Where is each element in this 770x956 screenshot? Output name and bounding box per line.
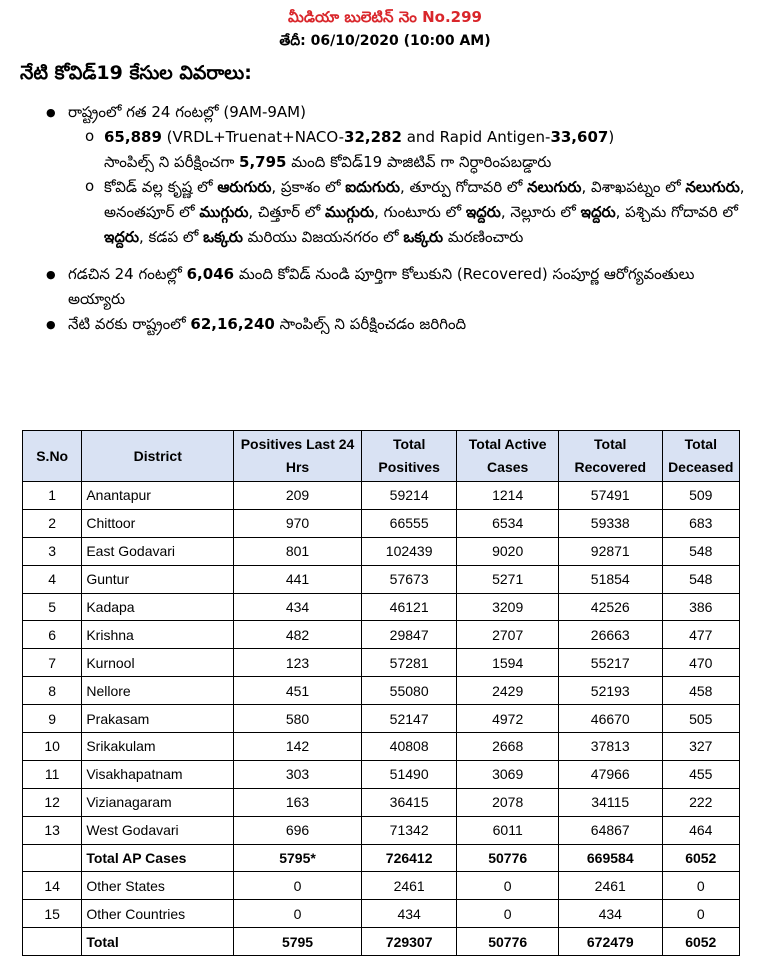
header-sno: S.No (23, 431, 82, 482)
cell-sno: 11 (23, 760, 82, 788)
cell-district: Visakhapatnam (82, 760, 234, 788)
cell-positives-24h: 209 (234, 482, 362, 510)
bulletin-date: తేదీ: 06/10/2020 (10:00 AM) (279, 33, 491, 49)
cell-active-cases: 50776 (457, 844, 559, 872)
cell-active-cases: 0 (457, 900, 559, 928)
death-text: కోవిడ్ వల్ల కృష్ణ లో (104, 178, 218, 196)
total-samples-count: 62,16,240 (190, 315, 275, 333)
cell-recovered: 37813 (558, 733, 662, 761)
death-text: , కడప లో (139, 228, 204, 246)
samples-count: 65,889 (104, 128, 162, 146)
cell-sno: 1 (23, 482, 82, 510)
cell-sno: 6 (23, 621, 82, 649)
cell-positives-24h: 801 (234, 537, 362, 565)
bullet-total-samples (30, 312, 750, 337)
page-heading: నేటి కోవిడ్19 కేసుల వివరాలు: (20, 62, 252, 84)
cell-recovered: 52193 (558, 677, 662, 705)
cell-total-positives: 40808 (361, 733, 457, 761)
table-row (23, 649, 740, 677)
cell-active-cases: 50776 (457, 928, 559, 956)
positives-text: మంది కోవిడ్19 పాజిటివ్ గా నిర్ధారింపబడ్డారు (286, 153, 552, 171)
table-total-row (23, 844, 740, 872)
table-row (23, 872, 740, 900)
cell-recovered: 92871 (558, 537, 662, 565)
sub-bullet-tests (30, 125, 750, 175)
death-text: మరియు విజయనగరం లో (242, 228, 404, 246)
cell-sno: 8 (23, 677, 82, 705)
cell-positives-24h: 0 (234, 900, 362, 928)
header-deceased: Total Deceased (662, 431, 739, 482)
cell-recovered: 64867 (558, 816, 662, 844)
cell-sno (23, 844, 82, 872)
cell-district: Other States (82, 872, 234, 900)
cell-deceased: 464 (662, 816, 739, 844)
cell-district: Nellore (82, 677, 234, 705)
cell-sno: 2 (23, 509, 82, 537)
cell-total-positives: 2461 (361, 872, 457, 900)
cell-positives-24h: 696 (234, 816, 362, 844)
cell-recovered: 47966 (558, 760, 662, 788)
death-text: , విశాఖపట్నం లో (581, 178, 686, 196)
death-text: , ప్రకాశం లో (271, 178, 346, 196)
cell-active-cases: 4972 (457, 705, 559, 733)
death-count: ఒక్కరు (403, 228, 444, 246)
table-row (23, 705, 740, 733)
cell-total-positives: 66555 (361, 509, 457, 537)
cell-recovered: 55217 (558, 649, 662, 677)
death-count: ముగ్గురు (199, 203, 249, 221)
cell-district: Kurnool (82, 649, 234, 677)
death-text: , తూర్పు గోదావరి లో (400, 178, 528, 196)
cell-positives-24h: 580 (234, 705, 362, 733)
death-count: ముగ్గురు (325, 203, 375, 221)
cell-total-positives: 59214 (361, 482, 457, 510)
cell-deceased: 6052 (662, 928, 739, 956)
cell-recovered: 434 (558, 900, 662, 928)
death-text: మరణించారు (443, 228, 524, 246)
cell-recovered: 51854 (558, 565, 662, 593)
cell-positives-24h: 5795* (234, 844, 362, 872)
table-header-row (23, 431, 740, 482)
cell-deceased: 505 (662, 705, 739, 733)
cell-district: Chittoor (82, 509, 234, 537)
death-count: ఆరుగురు (217, 178, 272, 196)
cell-deceased: 477 (662, 621, 739, 649)
table-row (23, 537, 740, 565)
table-row (23, 760, 740, 788)
header-active-cases: Total Active Cases (457, 431, 559, 482)
cell-sno: 3 (23, 537, 82, 565)
cell-sno: 15 (23, 900, 82, 928)
cell-sno: 4 (23, 565, 82, 593)
cell-positives-24h: 303 (234, 760, 362, 788)
cell-recovered: 26663 (558, 621, 662, 649)
cell-positives-24h: 451 (234, 677, 362, 705)
cell-deceased: 0 (662, 900, 739, 928)
table-row (23, 509, 740, 537)
cell-deceased: 470 (662, 649, 739, 677)
close-paren: ) (608, 128, 615, 146)
cell-district: West Godavari (82, 816, 234, 844)
cell-active-cases: 0 (457, 872, 559, 900)
tested-text: సాంపిల్స్ ని పరీక్షించగా (104, 153, 240, 171)
table-row (23, 565, 740, 593)
cell-district: Anantapur (82, 482, 234, 510)
cell-total-positives: 71342 (361, 816, 457, 844)
antigen-count: 33,607 (550, 128, 609, 146)
death-count: నలుగురు (527, 178, 582, 196)
cell-recovered: 669584 (558, 844, 662, 872)
recovered-post: మంది కోవిడ్ నుండి పూర్తిగా కోలుకుని (Recovered) సంపూర్ణ ఆరోగ్యవంతులు అయ్యారు (68, 265, 695, 308)
cell-deceased: 683 (662, 509, 739, 537)
cell-active-cases: 1214 (457, 482, 559, 510)
cell-recovered: 34115 (558, 788, 662, 816)
table-row (23, 621, 740, 649)
cell-district: Vizianagaram (82, 788, 234, 816)
cell-deceased: 455 (662, 760, 739, 788)
cell-positives-24h: 0 (234, 872, 362, 900)
bullet-recovered (30, 262, 750, 312)
cell-total-positives: 57673 (361, 565, 457, 593)
cell-deceased: 509 (662, 482, 739, 510)
cell-recovered: 2461 (558, 872, 662, 900)
bulletin-title: మీడియా బులెటిన్ నెం No.299 (288, 8, 482, 26)
cell-sno (23, 928, 82, 956)
table-row (23, 816, 740, 844)
cell-total-positives: 729307 (361, 928, 457, 956)
cell-district: Total (82, 928, 234, 956)
cell-district: Srikakulam (82, 733, 234, 761)
cell-total-positives: 102439 (361, 537, 457, 565)
antigen-label: and Rapid Antigen- (401, 128, 551, 146)
cell-total-positives: 36415 (361, 788, 457, 816)
vrdl-count: 32,282 (344, 128, 402, 146)
cell-district: Krishna (82, 621, 234, 649)
cell-positives-24h: 482 (234, 621, 362, 649)
cell-positives-24h: 434 (234, 593, 362, 621)
death-text: , గుంటూరు లో (374, 203, 466, 221)
cell-total-positives: 51490 (361, 760, 457, 788)
death-count: ఇద్దరు (104, 228, 140, 246)
table-row (23, 593, 740, 621)
cell-sno: 12 (23, 788, 82, 816)
cell-district: Other Countries (82, 900, 234, 928)
cell-recovered: 57491 (558, 482, 662, 510)
table-row (23, 788, 740, 816)
cell-sno: 5 (23, 593, 82, 621)
cell-deceased: 327 (662, 733, 739, 761)
sub-bullet-deaths (30, 175, 750, 250)
death-count: ఒక్కరు (203, 228, 243, 246)
cell-positives-24h: 163 (234, 788, 362, 816)
cell-total-positives: 52147 (361, 705, 457, 733)
cell-total-positives: 29847 (361, 621, 457, 649)
cell-positives-24h: 441 (234, 565, 362, 593)
cell-district: Total AP Cases (82, 844, 234, 872)
cell-district: Guntur (82, 565, 234, 593)
cell-active-cases: 2429 (457, 677, 559, 705)
cell-sno: 13 (23, 816, 82, 844)
cell-total-positives: 57281 (361, 649, 457, 677)
cell-active-cases: 1594 (457, 649, 559, 677)
death-count: ఇద్దరు (580, 203, 616, 221)
header-positives-24h: Positives Last 24 Hrs (234, 431, 362, 482)
cell-recovered: 42526 (558, 593, 662, 621)
bullet-24hrs-text: రాష్ట్రంలో గత 24 గంటల్లో (9AM-9AM) (68, 103, 306, 121)
table-row (23, 677, 740, 705)
summary-bullets (30, 100, 750, 337)
cell-active-cases: 2707 (457, 621, 559, 649)
cell-deceased: 548 (662, 565, 739, 593)
cell-recovered: 672479 (558, 928, 662, 956)
cell-deceased: 6052 (662, 844, 739, 872)
recovered-pre: గడచిన 24 గంటల్లో (68, 265, 187, 283)
cell-sno: 14 (23, 872, 82, 900)
cell-positives-24h: 970 (234, 509, 362, 537)
header-recovered: Total Recovered (558, 431, 662, 482)
district-table (22, 430, 740, 956)
cell-active-cases: 5271 (457, 565, 559, 593)
death-text: , చిత్తూర్ లో (248, 203, 325, 221)
cell-total-positives: 46121 (361, 593, 457, 621)
cell-district: East Godavari (82, 537, 234, 565)
death-count: ఇద్దరు (465, 203, 501, 221)
total-samples-pre: నేటి వరకు రాష్ట్రంలో (68, 315, 191, 333)
tests-breakdown: (VRDL+Truenat+NACO- (166, 128, 345, 146)
cell-sno: 7 (23, 649, 82, 677)
cell-positives-24h: 142 (234, 733, 362, 761)
cell-district: Prakasam (82, 705, 234, 733)
table-row (23, 900, 740, 928)
total-samples-post: సాంపిల్స్ ని పరీక్షించడం జరిగింది (274, 315, 467, 333)
cell-deceased: 548 (662, 537, 739, 565)
cell-recovered: 59338 (558, 509, 662, 537)
table-row (23, 733, 740, 761)
cell-total-positives: 726412 (361, 844, 457, 872)
death-count: ఐదుగురు (345, 178, 400, 196)
cell-total-positives: 55080 (361, 677, 457, 705)
positives-count: 5,795 (239, 153, 287, 171)
cell-sno: 10 (23, 733, 82, 761)
cell-total-positives: 434 (361, 900, 457, 928)
cell-active-cases: 3209 (457, 593, 559, 621)
cell-recovered: 46670 (558, 705, 662, 733)
cell-active-cases: 6011 (457, 816, 559, 844)
cell-active-cases: 2668 (457, 733, 559, 761)
table-total-row (23, 928, 740, 956)
cell-active-cases: 3069 (457, 760, 559, 788)
cell-deceased: 0 (662, 872, 739, 900)
cell-active-cases: 2078 (457, 788, 559, 816)
bullet-24hrs (30, 100, 750, 125)
death-count: నలుగురు (685, 178, 740, 196)
cell-deceased: 458 (662, 677, 739, 705)
recovered-count: 6,046 (186, 265, 235, 283)
cell-sno: 9 (23, 705, 82, 733)
cell-active-cases: 6534 (457, 509, 559, 537)
table-row (23, 482, 740, 510)
cell-active-cases: 9020 (457, 537, 559, 565)
cell-deceased: 222 (662, 788, 739, 816)
cell-positives-24h: 5795 (234, 928, 362, 956)
death-text: , పశ్చిమ గోదావరి లో (615, 203, 738, 221)
death-text: , నెల్లూరు లో (500, 203, 581, 221)
cell-deceased: 386 (662, 593, 739, 621)
death-text: , అనంతపూర్ లో (104, 178, 745, 221)
header-total-positives: Total Positives (361, 431, 457, 482)
cell-district: Kadapa (82, 593, 234, 621)
header-district: District (82, 431, 234, 482)
cell-positives-24h: 123 (234, 649, 362, 677)
